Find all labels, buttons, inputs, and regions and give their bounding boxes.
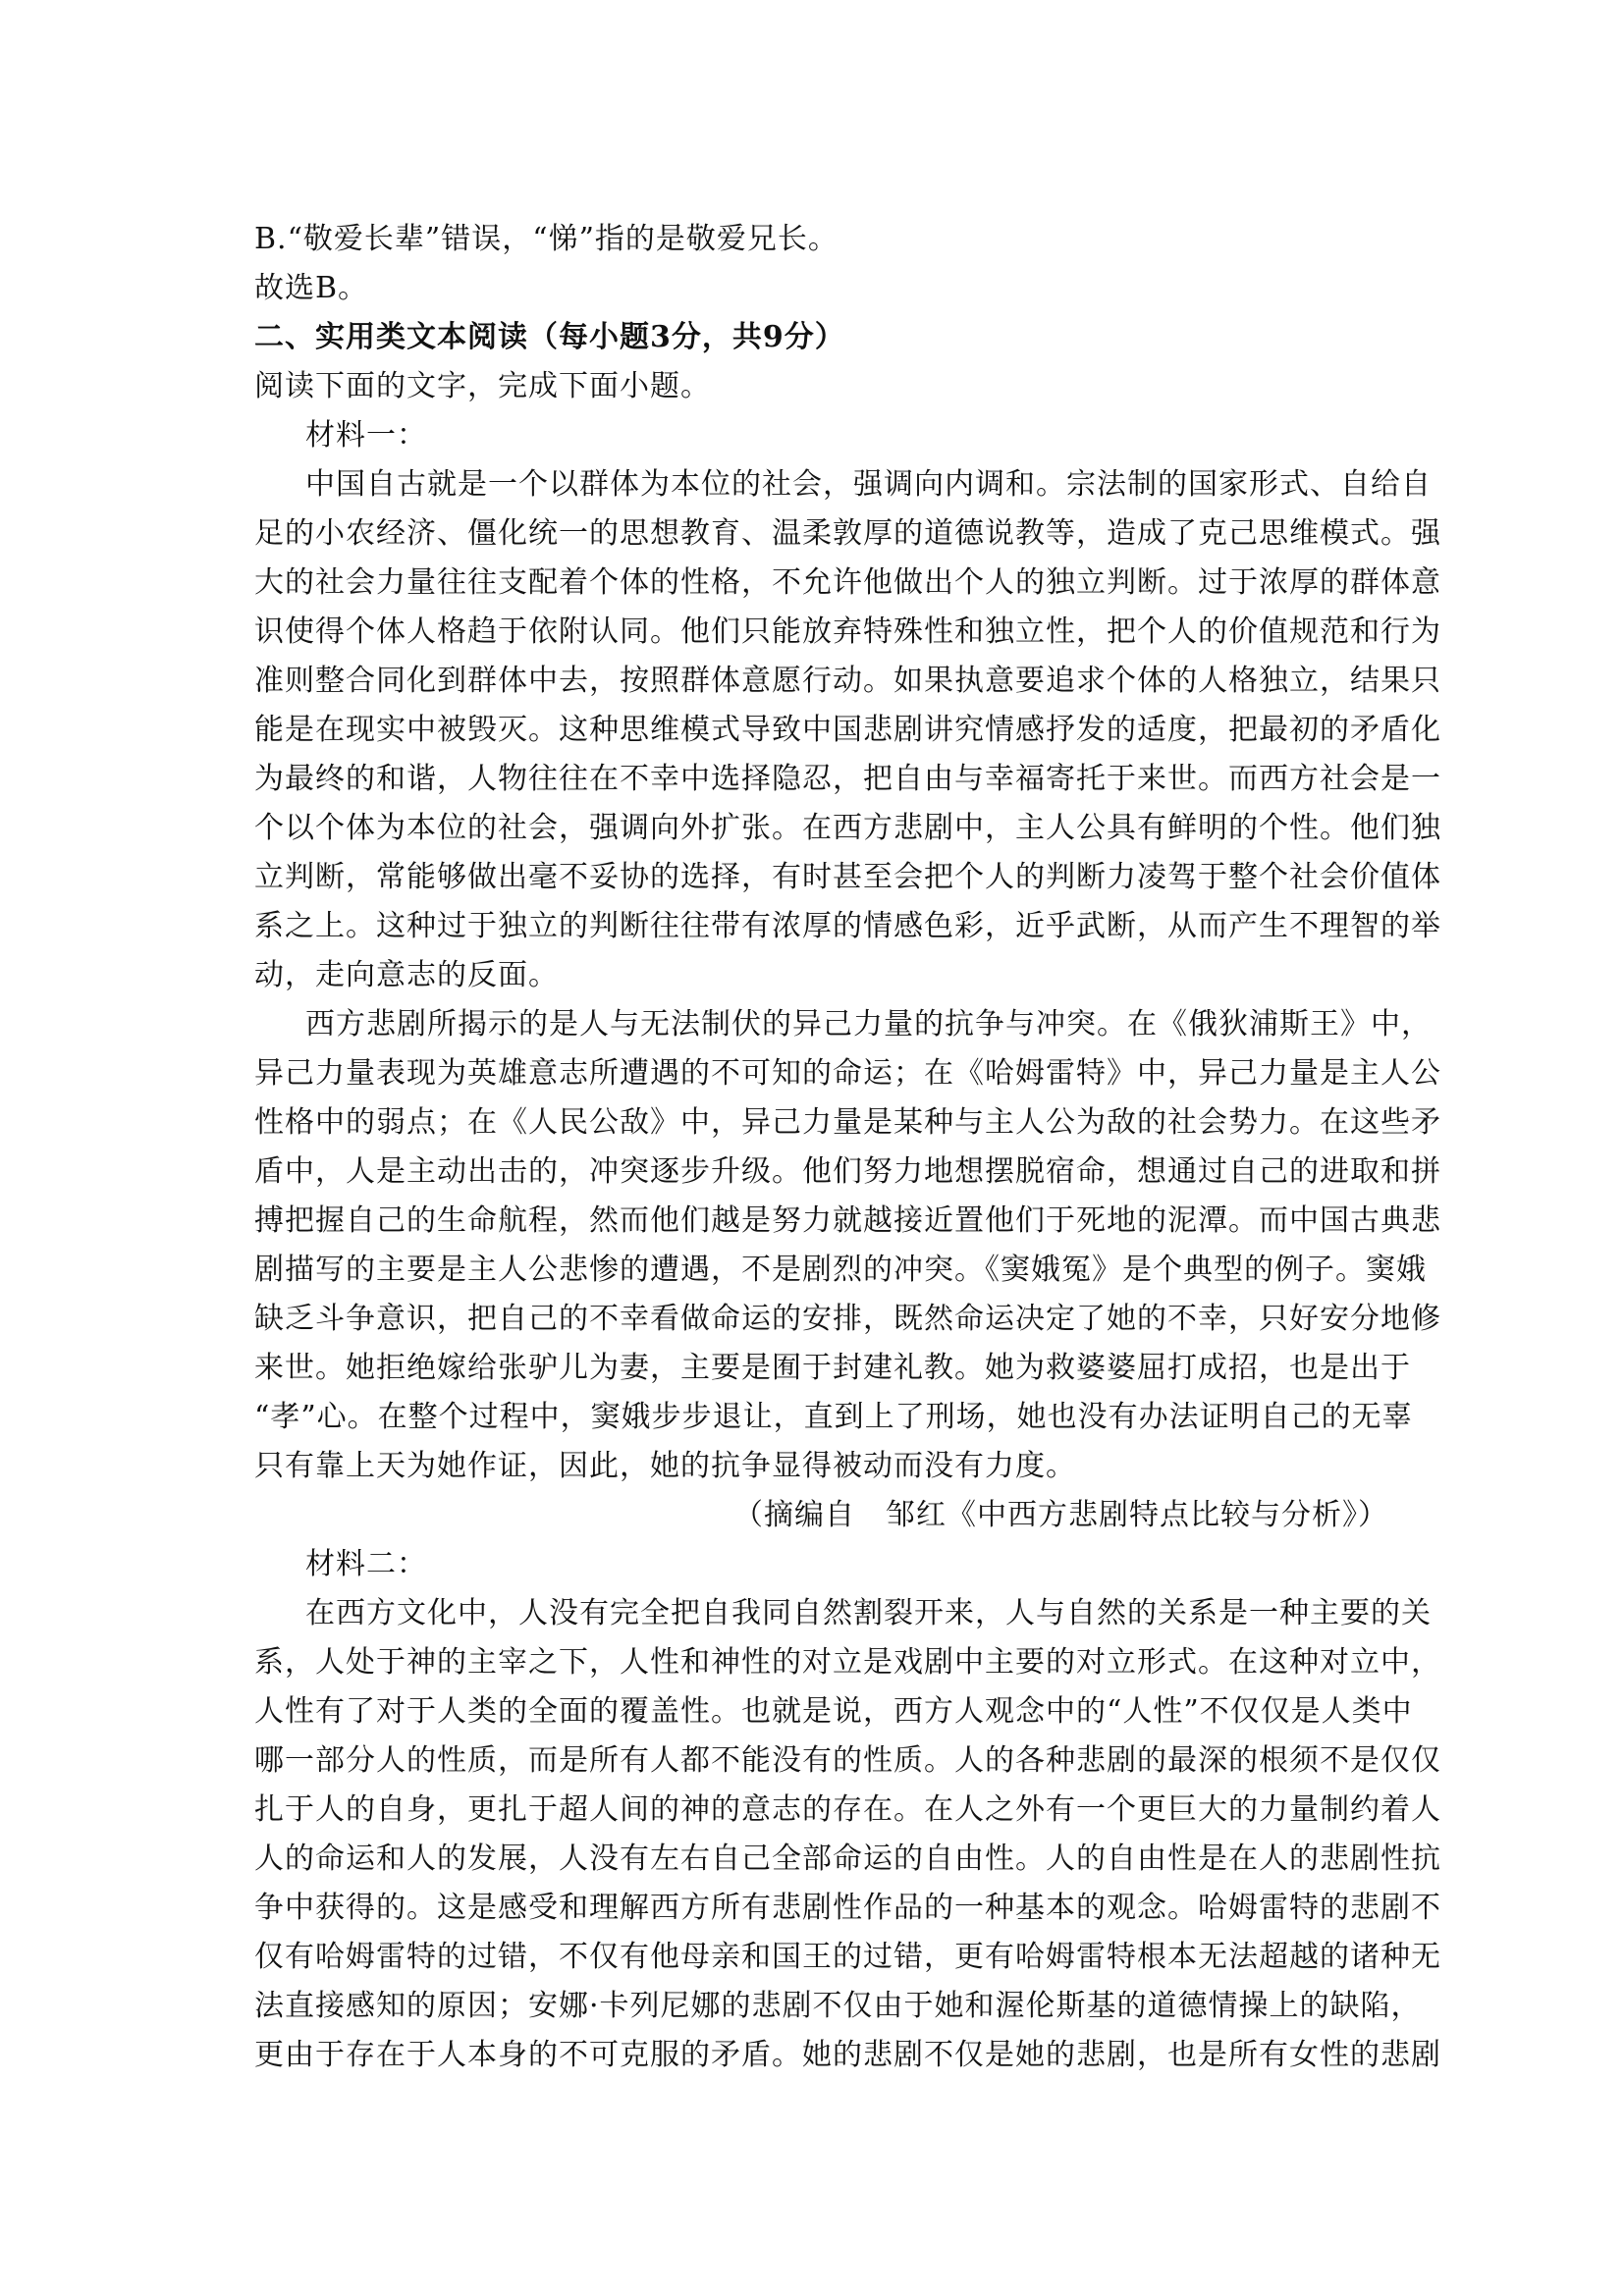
material2-p1-line: 系，人处于神的主宰之下，人性和神性的对立是戏剧中主要的对立形式。在这种对立中， — [254, 1645, 1441, 1680]
material1-p1-line: 动，走向意志的反面。 — [254, 958, 559, 992]
material1-p1-line: 系之上。这种过于独立的判断往往带有浓厚的情感色彩，近乎武断，从而产生不理智的举 — [254, 909, 1441, 943]
material1-p2-line: 异己力量表现为英雄意志所遭遇的不可知的命运；在《哈姆雷特》中，异己力量是主人公 — [254, 1056, 1441, 1091]
material1-p1-line: 立判断，常能够做出毫不妥协的选择，有时甚至会把个人的判断力凌驾于整个社会价值体 — [254, 860, 1441, 894]
material1-label: 材料一： — [305, 418, 427, 453]
material1-p2-line: 缺乏斗争意识，把自己的不幸看做命运的安排，既然命运决定了她的不幸，只好安分地修 — [254, 1302, 1441, 1336]
answer-explanation: B.“敬爱长辈”错误，“悌”指的是敬爱兄长。 — [254, 222, 839, 256]
material2-label: 材料二： — [305, 1547, 427, 1581]
material1-p1-line: 个以个体为本位的社会，强调向外扩张。在西方悲剧中，主人公具有鲜明的个性。他们独 — [254, 811, 1441, 845]
material1-p2-line: 只有靠上天为她作证，因此，她的抗争显得被动而没有力度。 — [254, 1449, 1076, 1483]
section-instruction: 阅读下面的文字，完成下面小题。 — [254, 369, 711, 403]
material2-p1-line: 仅有哈姆雷特的过错，不仅有他母亲和国王的过错，更有哈姆雷特根本无法超越的诸种无 — [254, 1940, 1441, 1974]
material2-p1-line: 扎于人的自身，更扎于超人间的神的意志的存在。在人之外有一个更巨大的力量制约着人 — [254, 1792, 1441, 1827]
material1-p1-line: 识使得个体人格趋于依附认同。他们只能放弃特殊性和独立性，把个人的价值规范和行为 — [254, 614, 1441, 649]
material1-source: （摘编自 邹红《中西方悲剧特点比较与分析》） — [733, 1498, 1388, 1532]
material1-p2-line: 搏把握自己的生命航程，然而他们越是努力就越接近置他们于死地的泥潭。而中国古典悲 — [254, 1203, 1441, 1238]
material2-p1-line: 争中获得的。这是感受和理解西方所有悲剧性作品的一种基本的观念。哈姆雷特的悲剧不 — [254, 1891, 1441, 1925]
material1-p2-line: 性格中的弱点；在《人民公敌》中，异己力量是某种与主人公为敌的社会势力。在这些矛 — [254, 1105, 1441, 1140]
material1-p1-line: 足的小农经济、僵化统一的思想教育、温柔敦厚的道德说教等，造成了克己思维模式。强 — [254, 516, 1441, 551]
material2-p1-line: 在西方文化中，人没有完全把自我同自然割裂开来，人与自然的关系是一种主要的关 — [305, 1596, 1432, 1630]
material2-p1-line: 人的命运和人的发展，人没有左右自己全部命运的自由性。人的自由性是在人的悲剧性抗 — [254, 1842, 1441, 1876]
material1-p1-line: 大的社会力量往往支配着个体的性格，不允许他做出个人的独立判断。过于浓厚的群体意 — [254, 565, 1441, 600]
answer-conclusion: 故选B。 — [254, 271, 369, 305]
material2-p1-line: 哪一部分人的性质，而是所有人都不能没有的性质。人的各种悲剧的最深的根须不是仅仅 — [254, 1743, 1441, 1778]
material1-p2-line: 剧描写的主要是主人公悲惨的遭遇，不是剧烈的冲突。《窦娥冤》是个典型的例子。窦娥 — [254, 1253, 1427, 1287]
material1-p2-line: 西方悲剧所揭示的是人与无法制伏的异己力量的抗争与冲突。在《俄狄浦斯王》中， — [305, 1007, 1432, 1041]
material2-p1-line: 更由于存在于人本身的不可克服的矛盾。她的悲剧不仅是她的悲剧，也是所有女性的悲剧 — [254, 2038, 1441, 2072]
material1-p2-line: 来世。她拒绝嫁给张驴儿为妻，主要是囿于封建礼教。她为救婆婆屈打成招，也是出于 — [254, 1351, 1411, 1385]
material1-p1-line: 中国自古就是一个以群体为本位的社会，强调向内调和。宗法制的国家形式、自给自 — [305, 467, 1432, 502]
material1-p1-line: 准则整合同化到群体中去，按照群体意愿行动。如果执意要追求个体的人格独立，结果只 — [254, 664, 1441, 698]
material2-p1-line: 人性有了对于人类的全面的覆盖性。也就是说，西方人观念中的“人性”不仅仅是人类中 — [254, 1694, 1413, 1729]
material1-p2-line: 盾中，人是主动出击的，冲突逐步升级。他们努力地想摆脱宿命，想通过自己的进取和拼 — [254, 1154, 1441, 1189]
material1-p1-line: 能是在现实中被毁灭。这种思维模式导致中国悲剧讲究情感抒发的适度，把最初的矛盾化 — [254, 713, 1441, 747]
material2-p1-line: 法直接感知的原因；安娜·卡列尼娜的悲剧不仅由于她和渥伦斯基的道德情操上的缺陷， — [254, 1989, 1422, 2023]
section-heading: 二、实用类文本阅读（每小题3分，共9分） — [254, 320, 845, 354]
material1-p1-line: 为最终的和谐，人物往往在不幸中选择隐忍，把自由与幸福寄托于来世。而西方社会是一 — [254, 762, 1441, 796]
material1-p2-line: “孝”心。在整个过程中，窦娥步步退让，直到上了刑场，她也没有办法证明自己的无辜 — [254, 1400, 1413, 1434]
